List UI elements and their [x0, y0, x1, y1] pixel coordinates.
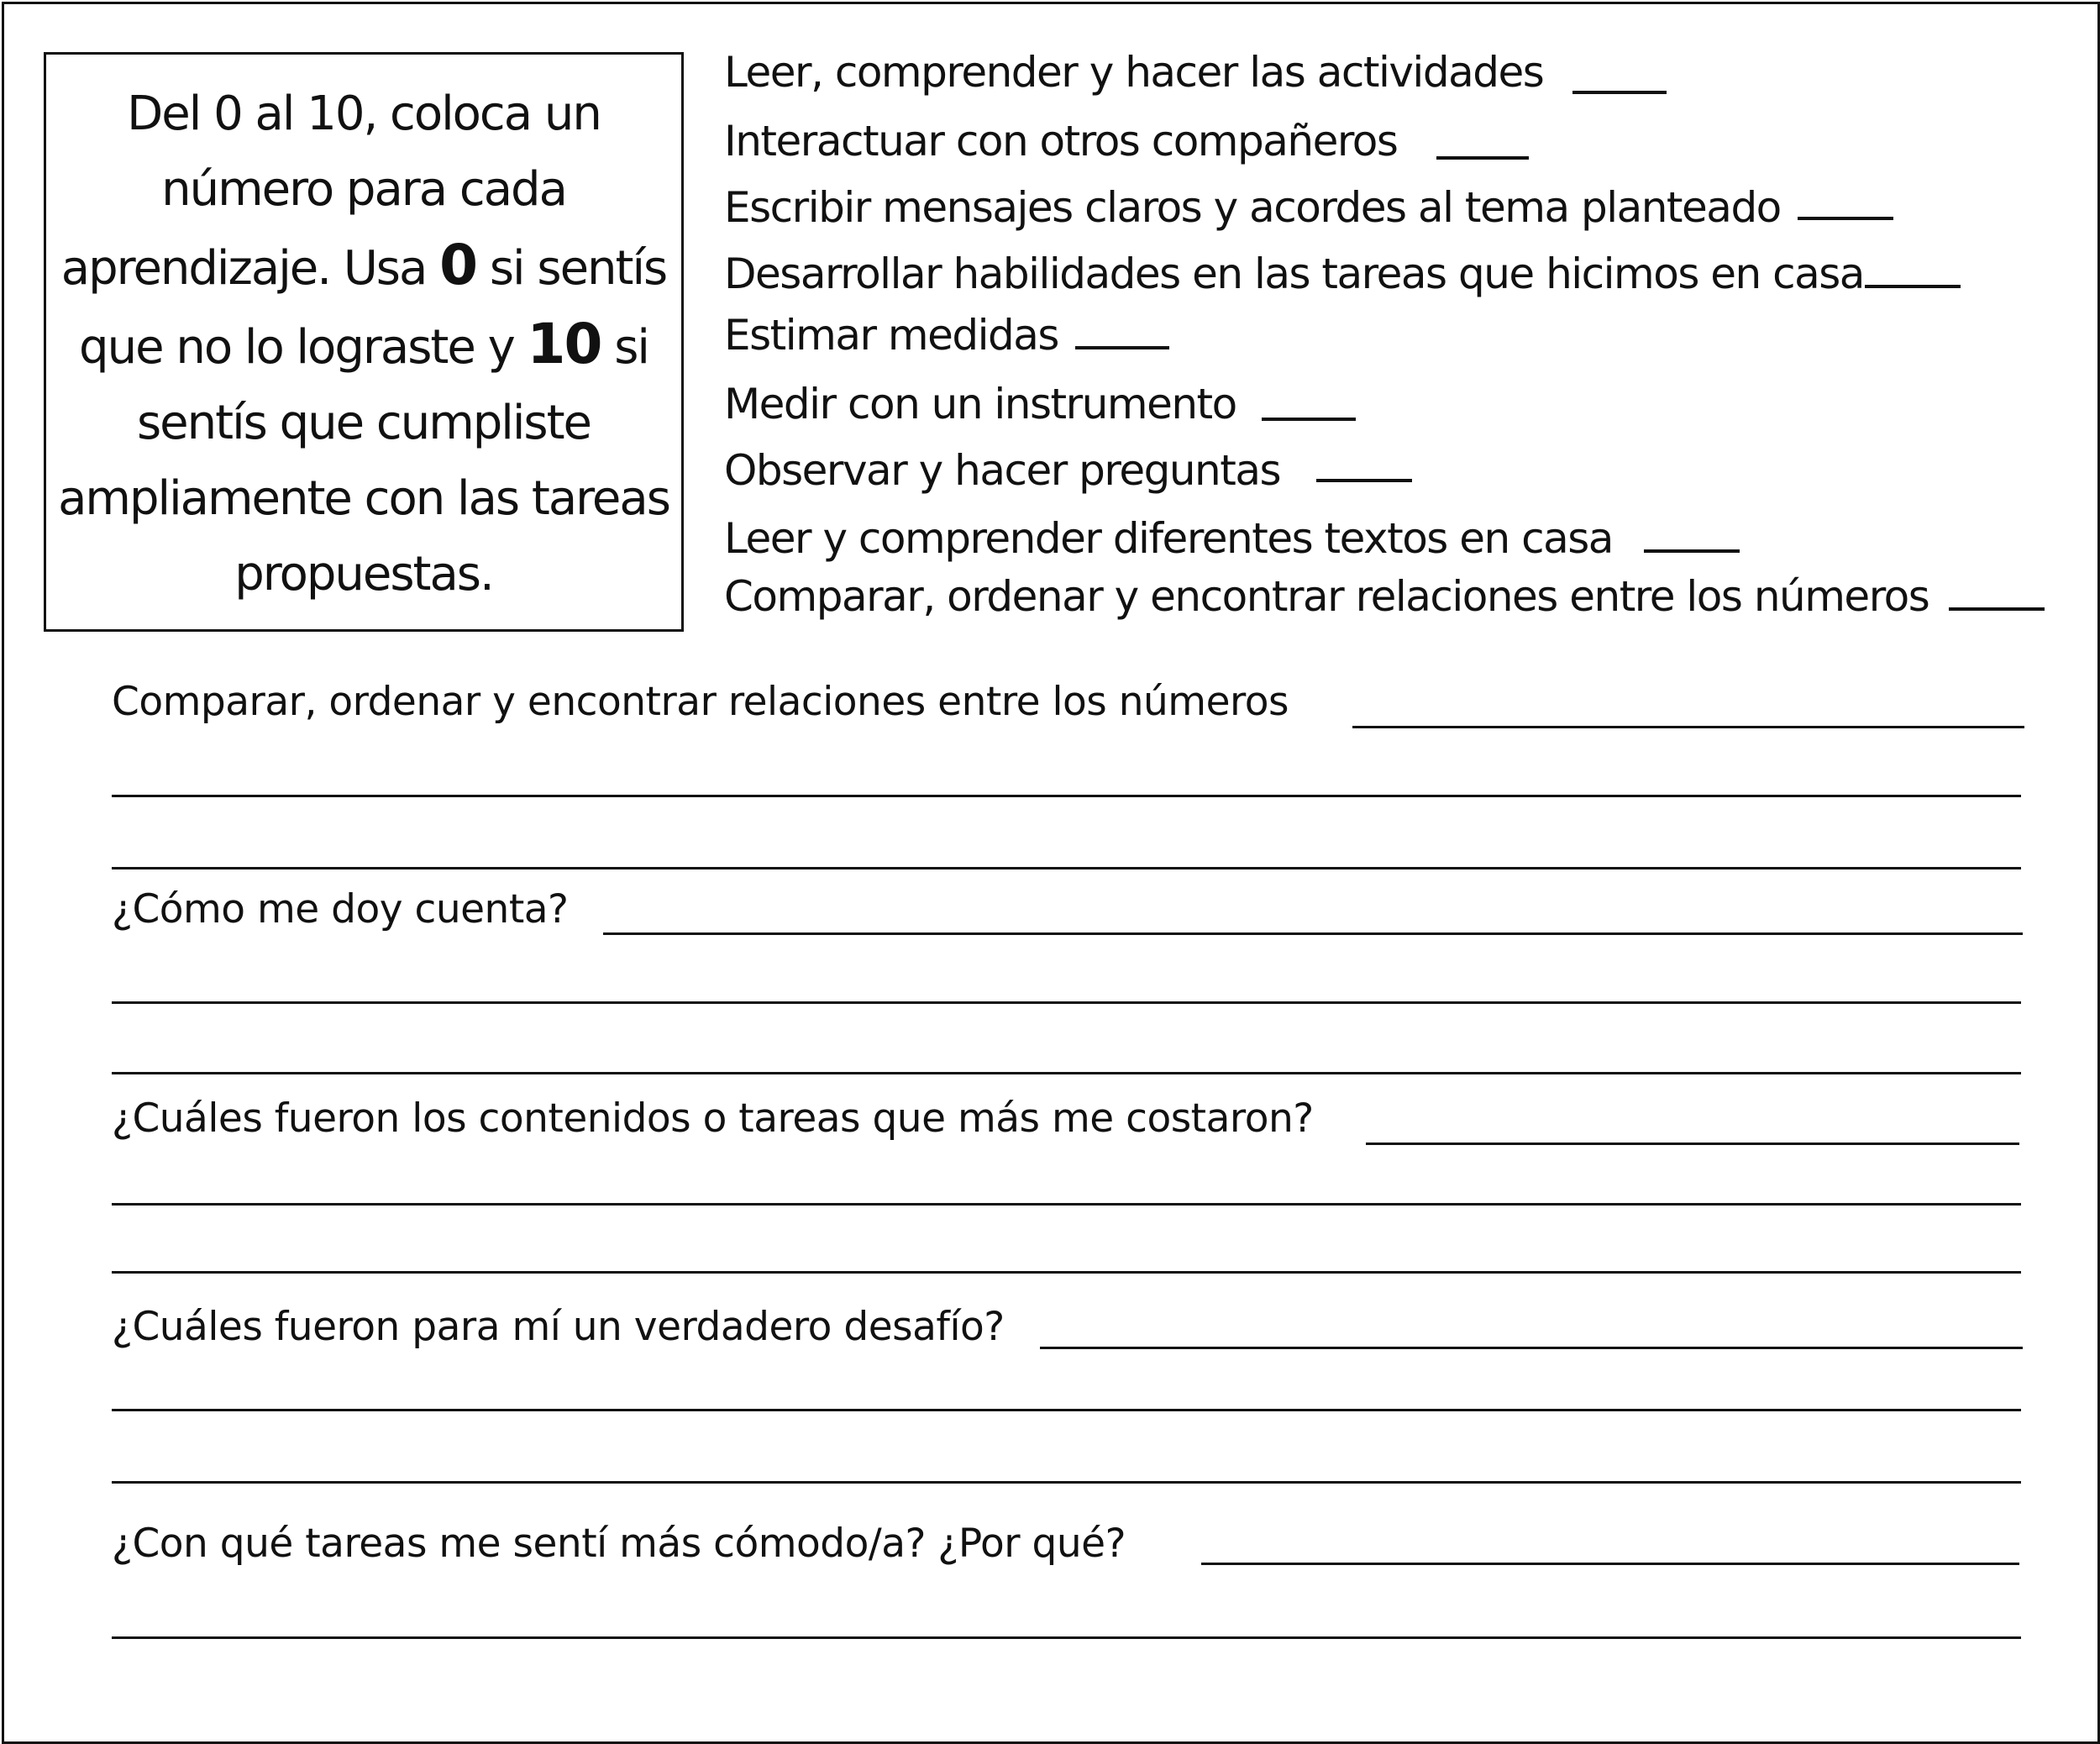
rating-blank[interactable] [1949, 607, 2045, 611]
answer-line[interactable] [1201, 1563, 2019, 1565]
rating-blank[interactable] [1644, 549, 1740, 553]
instructions-fragment: si [614, 320, 648, 375]
rating-label: Leer y comprender diferentes textos en casa [724, 514, 1613, 563]
rating-blank[interactable] [1316, 479, 1412, 482]
instructions-fragment: si sentís [489, 241, 667, 296]
answer-line[interactable] [1366, 1143, 2019, 1145]
instructions-line: Del 0 al 10, coloca un [127, 87, 601, 141]
rating-blank[interactable] [1075, 346, 1169, 349]
instructions-line: propuestas. [234, 547, 493, 601]
rating-blank[interactable] [1798, 217, 1893, 220]
answer-line[interactable] [112, 1072, 2021, 1074]
rating-label: Desarrollar habilidades en las tareas que hicimos en casa [724, 250, 1864, 298]
answer-line[interactable] [1352, 726, 2024, 728]
answer-line[interactable] [112, 867, 2021, 869]
rating-blank[interactable] [1436, 156, 1529, 160]
rating-label: Medir con un instrumento [724, 380, 1236, 428]
answer-line[interactable] [112, 1271, 2021, 1274]
score-zero: 0 [439, 233, 477, 297]
instructions-line: número para cada [161, 162, 566, 217]
answer-line[interactable] [603, 932, 2023, 935]
question-label: ¿Con qué tareas me sentí más cómodo/a? ¿Por qué? [112, 1521, 1126, 1567]
rating-blank[interactable] [1572, 91, 1667, 94]
instructions-line: sentís que cumpliste [137, 396, 591, 450]
question-label: ¿Cómo me doy cuenta? [112, 886, 569, 932]
rating-label: Estimar medidas [724, 311, 1058, 360]
score-ten: 10 [527, 312, 601, 376]
answer-line[interactable] [112, 1001, 2021, 1004]
answer-line[interactable] [1040, 1347, 2023, 1349]
rating-label: Interactuar con otros compañeros [724, 117, 1398, 165]
instructions-fragment: aprendizaje. Usa [60, 241, 427, 296]
answer-line[interactable] [112, 1636, 2021, 1639]
answer-line[interactable] [112, 1203, 2021, 1206]
rating-label: Escribir mensajes claros y acordes al tema planteado [724, 183, 1781, 232]
rating-label: Observar y hacer preguntas [724, 446, 1281, 495]
rating-label: Leer, comprender y hacer las actividades [724, 48, 1544, 97]
question-label: ¿Cuáles fueron para mí un verdadero desafío? [112, 1304, 1005, 1350]
rating-label: Comparar, ordenar y encontrar relaciones entre los números [724, 572, 1929, 621]
answer-line[interactable] [112, 1481, 2021, 1484]
answer-line[interactable] [112, 795, 2021, 797]
instructions-fragment: que no lo lograste y [79, 320, 514, 375]
instructions-line [46, 228, 681, 307]
rating-blank[interactable] [1262, 418, 1356, 421]
instructions-line [46, 307, 681, 386]
rating-blank[interactable] [1865, 285, 1961, 288]
question-label: ¿Cuáles fueron los contenidos o tareas que más me costaron? [112, 1095, 1314, 1142]
answer-line[interactable] [112, 1409, 2021, 1411]
instructions-text [46, 76, 681, 612]
instructions-line: ampliamente con las tareas [58, 471, 669, 526]
question-label: Comparar, ordenar y encontrar relaciones entre los números [112, 679, 1289, 725]
instructions-box [44, 52, 684, 632]
